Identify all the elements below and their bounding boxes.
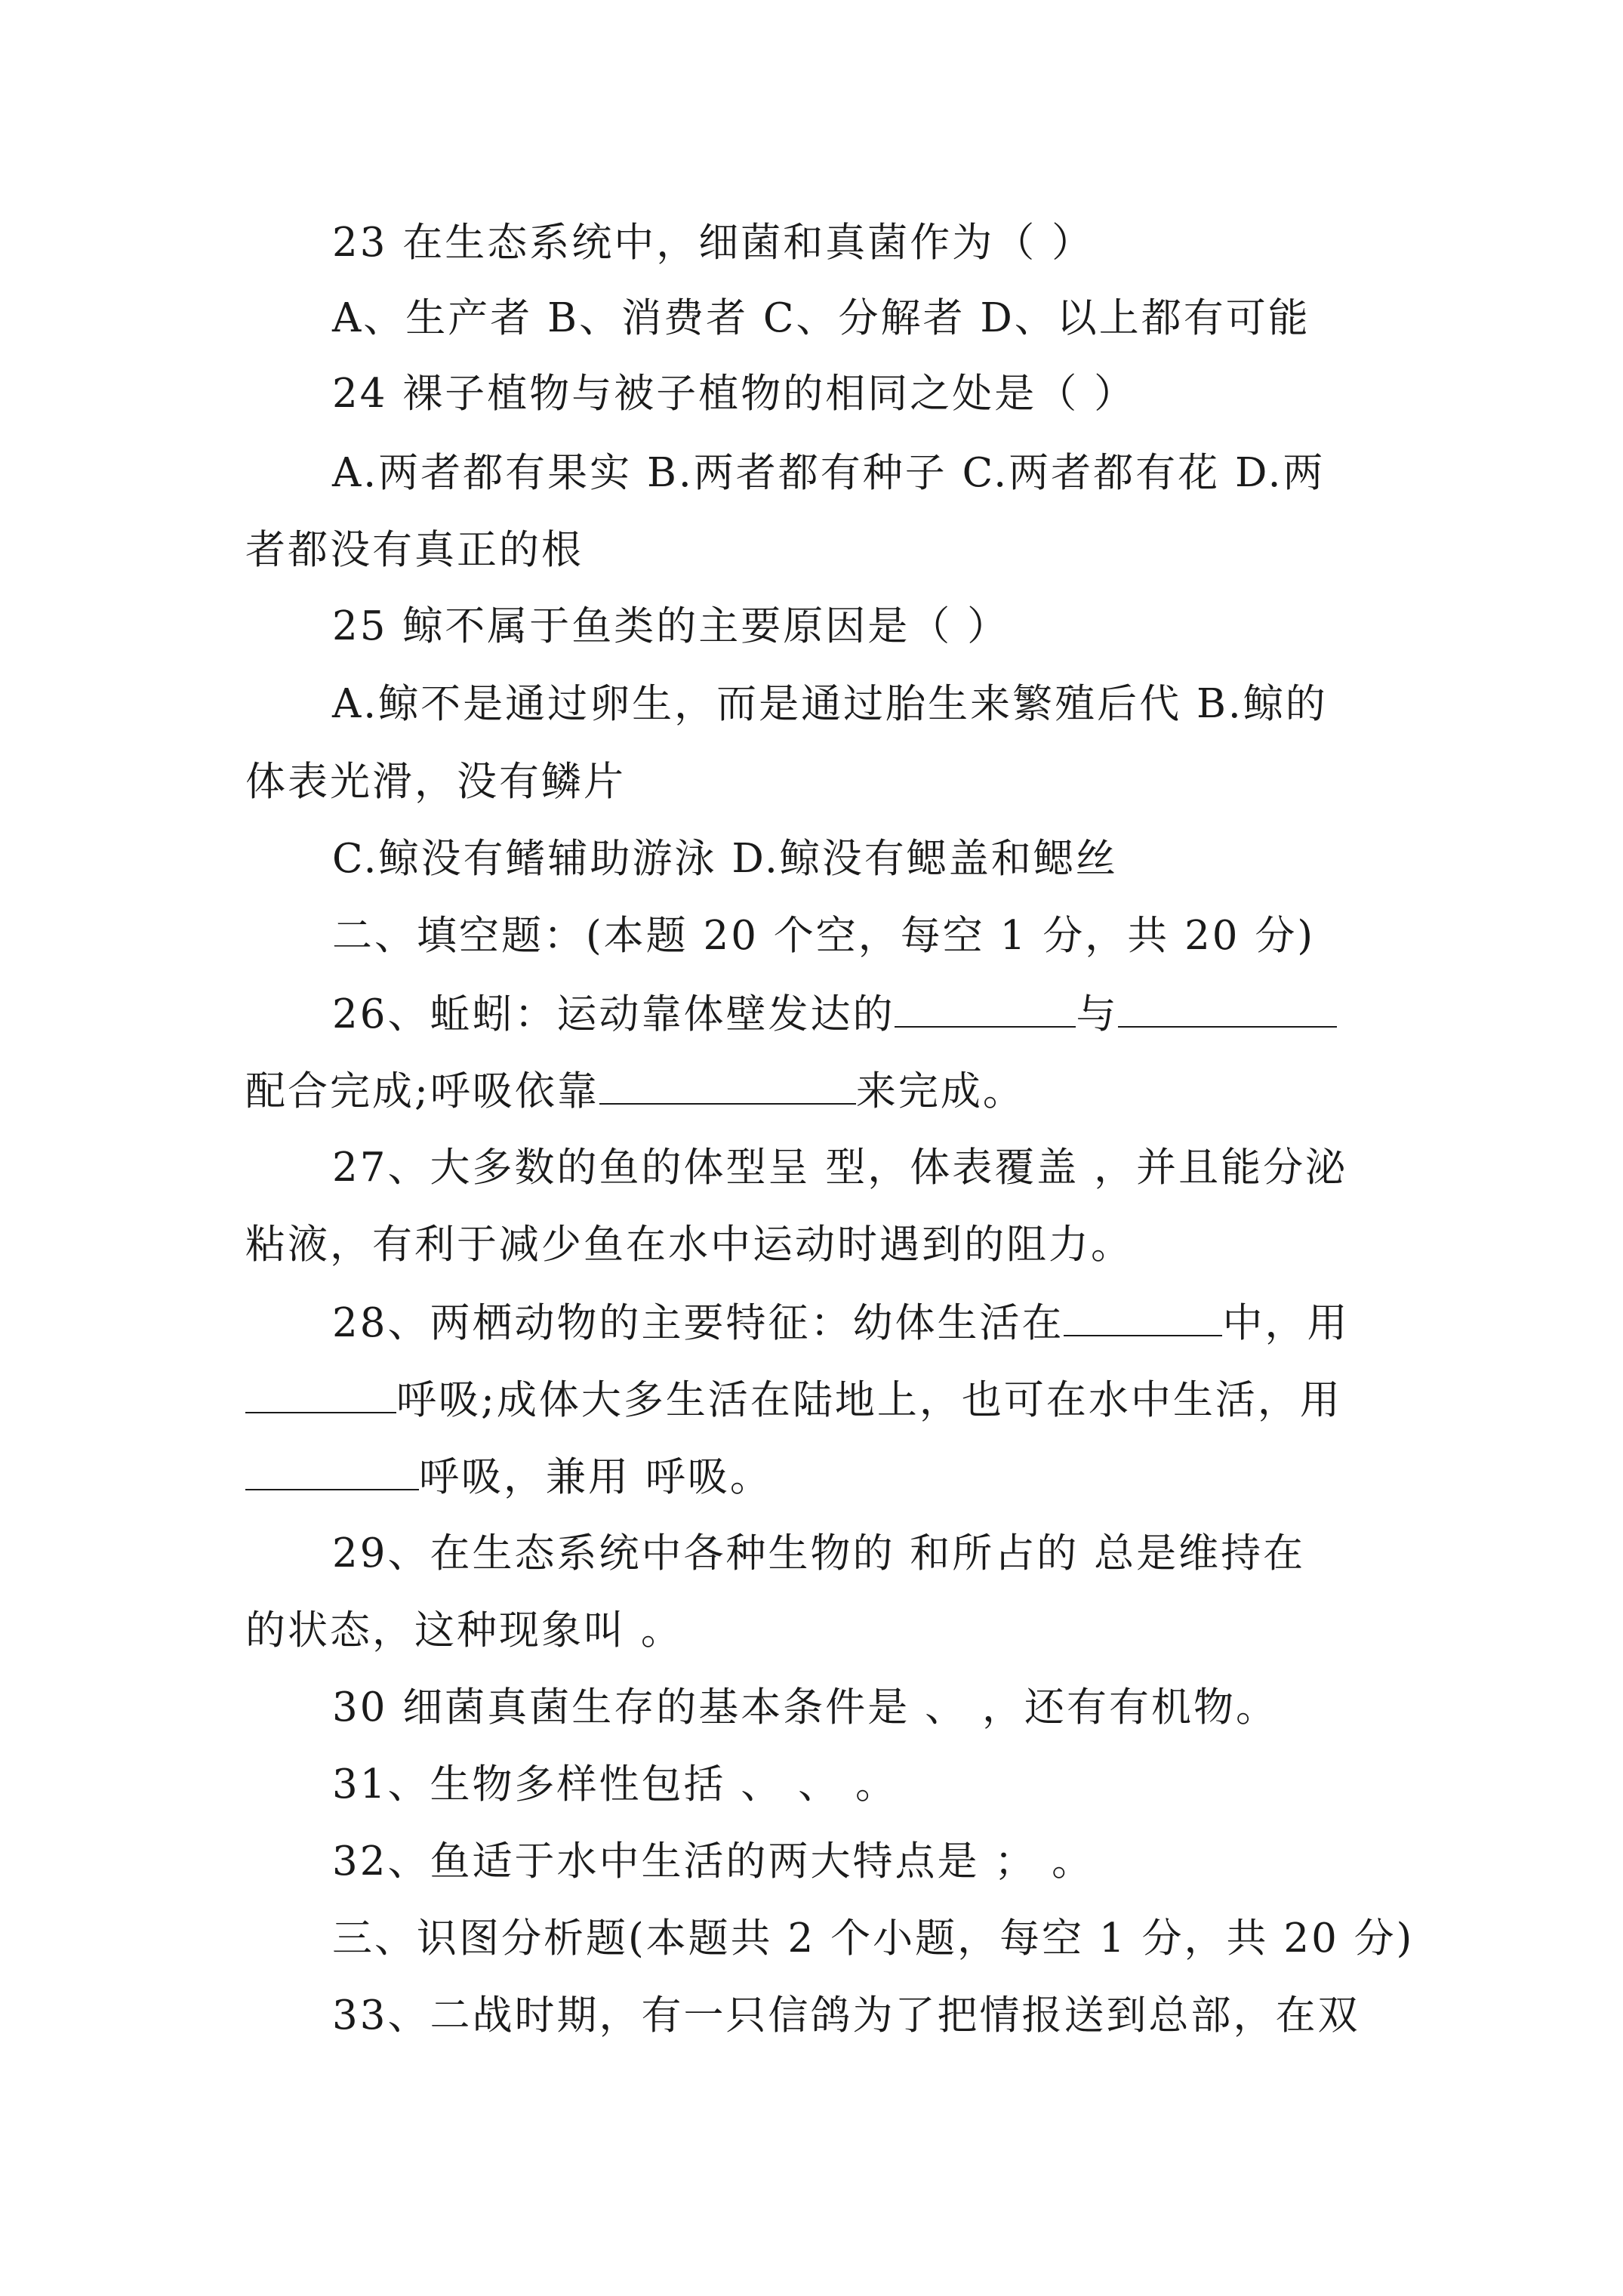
answer-blank[interactable] bbox=[599, 1064, 856, 1105]
question-24-options-line-1: A.两者都有果实 B.两者都有种子 C.两者都有花 D.两 bbox=[332, 450, 1326, 496]
question-26-text-c: 配合完成;呼吸依靠 bbox=[245, 1068, 599, 1114]
question-26-line-2 bbox=[245, 1064, 1025, 1118]
question-27-line-1: 27、大多数的鱼的体型呈 型，体表覆盖 ，并且能分泌 bbox=[332, 1145, 1348, 1191]
answer-blank[interactable] bbox=[245, 1450, 419, 1490]
question-31: 31、生物多样性包括 、 、 。 bbox=[332, 1761, 898, 1808]
question-23-options: A、生产者 B、消费者 C、分解者 D、以上都有可能 bbox=[332, 295, 1310, 341]
question-32: 32、鱼适于水中生活的两大特点是 ； 。 bbox=[332, 1838, 1095, 1885]
question-29-line-1: 29、在生态系统中各种生物的 和所占的 总是维持在 bbox=[332, 1530, 1306, 1576]
question-33: 33、二战时期，有一只信鸽为了把情报送到总部，在双 bbox=[332, 1992, 1360, 2039]
question-24-options-line-2: 者都没有真正的根 bbox=[245, 527, 584, 573]
question-28-line-3 bbox=[245, 1450, 772, 1504]
answer-blank[interactable] bbox=[1064, 1296, 1222, 1336]
question-23-stem: 23 在生态系统中，细菌和真菌作为（ ） bbox=[332, 220, 1095, 266]
question-30: 30 细菌真菌生存的基本条件是 、 ，还有有机物。 bbox=[332, 1684, 1278, 1730]
question-27-line-2: 粘液，有利于减少鱼在水中运动时遇到的阻力。 bbox=[245, 1222, 1133, 1268]
question-28-line-2 bbox=[245, 1373, 1342, 1427]
question-26-text-d: 来完成。 bbox=[855, 1068, 1025, 1114]
section-2-title: 二、填空题：(本题 20 个空，每空 1 分，共 20 分) bbox=[332, 913, 1316, 959]
question-25-options-line-2: 体表光滑，没有鳞片 bbox=[245, 759, 626, 805]
question-24-stem: 24 裸子植物与被子植物的相同之处是（ ） bbox=[332, 371, 1137, 417]
question-28-line-1 bbox=[332, 1296, 1349, 1350]
answer-blank[interactable] bbox=[1118, 987, 1337, 1028]
answer-blank[interactable] bbox=[245, 1373, 396, 1413]
section-3-title: 三、识图分析题(本题共 2 个小题，每空 1 分，共 20 分) bbox=[332, 1915, 1415, 1962]
question-28-text-b: 中，用 bbox=[1222, 1300, 1350, 1346]
question-25-options-line-1: A.鲸不是通过卵生，而是通过胎生来繁殖后代 B.鲸的 bbox=[332, 681, 1328, 727]
question-26-text-b: 与 bbox=[1076, 991, 1119, 1037]
question-28-text-d: 呼吸，兼用 呼吸。 bbox=[419, 1454, 772, 1500]
question-25-options-line-3: C.鲸没有鳍辅助游泳 D.鲸没有鳃盖和鳃丝 bbox=[332, 836, 1118, 882]
answer-blank[interactable] bbox=[895, 987, 1076, 1028]
question-28-text-a: 28、两栖动物的主要特征：幼体生活在 bbox=[332, 1300, 1064, 1346]
question-28-text-c: 呼吸;成体大多生活在陆地上，也可在水中生活，用 bbox=[396, 1377, 1342, 1423]
question-26-line-1 bbox=[332, 987, 1337, 1041]
question-25-stem: 25 鲸不属于鱼类的主要原因是（ ） bbox=[332, 603, 1010, 649]
question-29-line-2: 的状态，这种现象叫 。 bbox=[245, 1607, 683, 1653]
question-26-text-a: 26、蚯蚓：运动靠体壁发达的 bbox=[332, 991, 895, 1037]
